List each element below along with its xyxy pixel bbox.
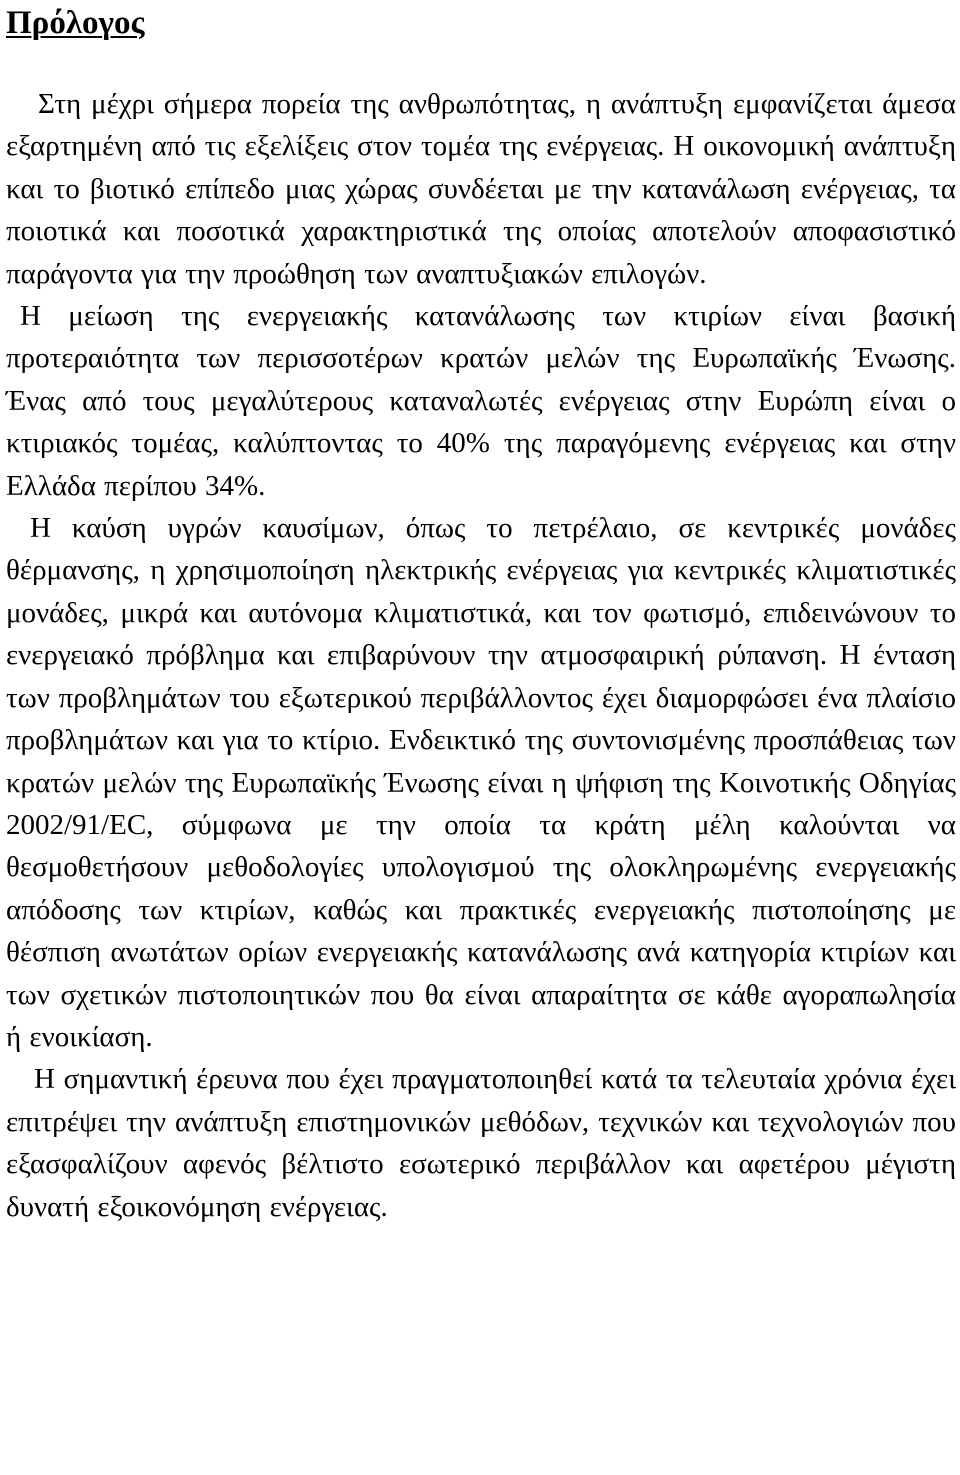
paragraph-building-consumption: Η μείωση της ενεργειακής κατανάλωσης των κτιρίων είναι βασική προτεραιότητα των περισσοτέρων κρατών μελών της Ευρωπαϊκής Ένωσης. Ένας από τους μεγαλύτερους καταναλωτές ενέργειας στην Ευρώπη είναι ο κτιριακός τομέας, καλύπτοντας το 40% της παραγόμενης ενέργειας και στην Ελλάδα περίπου 34%. — [6, 300, 956, 502]
paragraph-research: Η σημαντική έρευνα που έχει πραγματοποιηθεί κατά τα τελευταία χρόνια έχει επιτρέψει την ανάπτυξη επιστημονικών μεθόδων, τεχνικών και τεχνολογιών που εξασφαλίζουν αφενός βέλτιστο εσωτερικό περιβάλλον και αφετέρου μέγιστη δυνατή εξοικονόμηση ενέργειας. — [6, 1063, 956, 1223]
document-body — [6, 83, 956, 1228]
page-title: Πρόλογος — [6, 5, 145, 41]
paragraph-energy-development: Στη μέχρι σήμερα πορεία της ανθρωπότητας, η ανάπτυξη εμφανίζεται άμεσα εξαρτημένη από τις εξελίξεις στον τομέα της ενέργειας. Η οικονομική ανάπτυξη και το βιοτικό επίπεδο μιας χώρας συνδέεται με την κατανάλωση ενέργειας, τα ποιοτικά και ποσοτικά χαρακτηριστικά της οποίας αποτελούν αποφασιστικό παράγοντα για την προώθηση των αναπτυξιακών επιλογών. — [6, 88, 956, 290]
paragraph-fuel-combustion: Η καύση υγρών καυσίμων, όπως το πετρέλαιο, σε κεντρικές μονάδες θέρμανσης, η χρησιμοποίηση ηλεκτρικής ενέργειας για κεντρικές κλιματιστικές μονάδες, μικρά και αυτόνομα κλιματιστικά, και τον φωτισμό, επιδεινώνουν το ενεργειακό πρόβλημα και επιβαρύνουν την ατμοσφαιρική ρύπανση. Η ένταση των προβλημάτων του εξωτερικού περιβάλλοντος έχει διαμορφώσει ένα πλαίσιο προβλημάτων και για το κτίριο. Ενδεικτικό της συντονισμένης προσπάθειας των κρατών μελών της Ευρωπαϊκής Ένωσης είναι η ψήφιση της Κοινοτικής Οδηγίας 2002/91/EC, σύμφωνα με την οποία τα κράτη μέλη καλούνται να θεσμοθετήσουν μεθοδολογίες υπολογισμού της ολοκληρωμένης ενεργειακής απόδοσης των κτιρίων, καθώς και πρακτικές ενεργειακής πιστοποίησης με θέσπιση ανωτάτων ορίων ενεργειακής κατανάλωσης ανά κατηγορία κτιρίων και των σχετικών πιστοποιητικών που θα είναι απαραίτητα σε κάθε αγοραπωλησία ή ενοικίαση. — [6, 512, 956, 1053]
